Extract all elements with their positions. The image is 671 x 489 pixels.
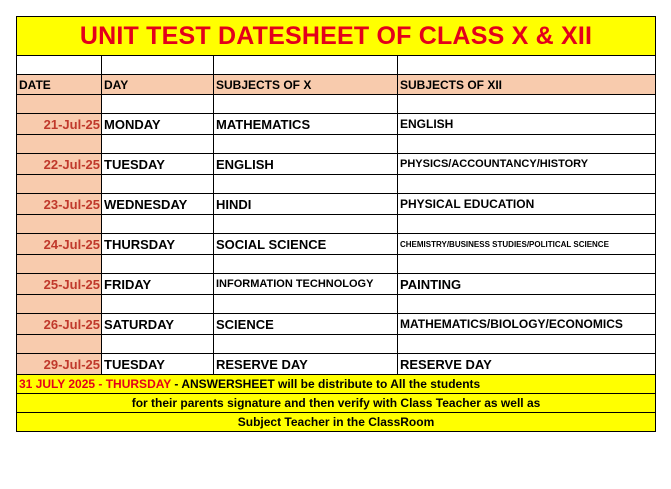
spacer-row — [17, 95, 656, 114]
day-cell: TUESDAY — [102, 354, 214, 375]
day-cell: FRIDAY — [102, 274, 214, 295]
spacer-row — [17, 295, 656, 314]
datesheet-table — [16, 16, 656, 432]
blank-row — [17, 56, 656, 75]
date-cell: 22-Jul-25 — [17, 154, 102, 175]
header-day: DAY — [102, 75, 214, 95]
table-row — [17, 274, 656, 295]
subject-x-cell: MATHEMATICS — [214, 114, 398, 135]
footer-line-3: Subject Teacher in the ClassRoom — [17, 413, 656, 432]
spacer-row — [17, 215, 656, 234]
footer-line-1-text: - ANSWERSHEET will be distribute to All the students — [171, 377, 481, 391]
subject-x-cell: RESERVE DAY — [214, 354, 398, 375]
date-cell: 29-Jul-25 — [17, 354, 102, 375]
subject-x-cell: INFORMATION TECHNOLOGY — [214, 274, 398, 295]
day-cell: WEDNESDAY — [102, 194, 214, 215]
date-cell: 23-Jul-25 — [17, 194, 102, 215]
header-subjects-xii: SUBJECTS OF XII — [398, 75, 656, 95]
table-row — [17, 234, 656, 255]
header-subjects-x: SUBJECTS OF X — [214, 75, 398, 95]
table-row — [17, 194, 656, 215]
table-row — [17, 354, 656, 375]
day-cell: TUESDAY — [102, 154, 214, 175]
subject-x-cell: SOCIAL SCIENCE — [214, 234, 398, 255]
subject-xii-cell: CHEMISTRY/BUSINESS STUDIES/POLITICAL SCIENCE — [398, 234, 656, 255]
date-cell: 26-Jul-25 — [17, 314, 102, 335]
table-row — [17, 314, 656, 335]
footer-line-1 — [17, 375, 656, 394]
day-cell: MONDAY — [102, 114, 214, 135]
subject-xii-cell: MATHEMATICS/BIOLOGY/ECONOMICS — [398, 314, 656, 335]
day-cell: THURSDAY — [102, 234, 214, 255]
spacer-row — [17, 335, 656, 354]
subject-xii-cell: PAINTING — [398, 274, 656, 295]
table-row — [17, 154, 656, 175]
footer-row — [17, 394, 656, 413]
header-date: DATE — [17, 75, 102, 95]
title-row — [17, 17, 656, 56]
table-row — [17, 114, 656, 135]
footer-date-highlight: 31 JULY 2025 - THURSDAY — [19, 377, 172, 391]
date-cell: 25-Jul-25 — [17, 274, 102, 295]
subject-xii-cell: ENGLISH — [398, 114, 656, 135]
date-cell: 24-Jul-25 — [17, 234, 102, 255]
header-row — [17, 75, 656, 95]
subject-x-cell: SCIENCE — [214, 314, 398, 335]
footer-row — [17, 413, 656, 432]
date-cell: 21-Jul-25 — [17, 114, 102, 135]
subject-xii-cell: RESERVE DAY — [398, 354, 656, 375]
spacer-row — [17, 255, 656, 274]
footer-row — [17, 375, 656, 394]
sheet-title: UNIT TEST DATESHEET OF CLASS X & XII — [17, 17, 656, 56]
subject-x-cell: ENGLISH — [214, 154, 398, 175]
datesheet — [16, 16, 655, 432]
day-cell: SATURDAY — [102, 314, 214, 335]
subject-xii-cell: PHYSICS/ACCOUNTANCY/HISTORY — [398, 154, 656, 175]
footer-line-2: for their parents signature and then verify with Class Teacher as well as — [17, 394, 656, 413]
subject-xii-cell: PHYSICAL EDUCATION — [398, 194, 656, 215]
spacer-row — [17, 135, 656, 154]
subject-x-cell: HINDI — [214, 194, 398, 215]
spacer-row — [17, 175, 656, 194]
